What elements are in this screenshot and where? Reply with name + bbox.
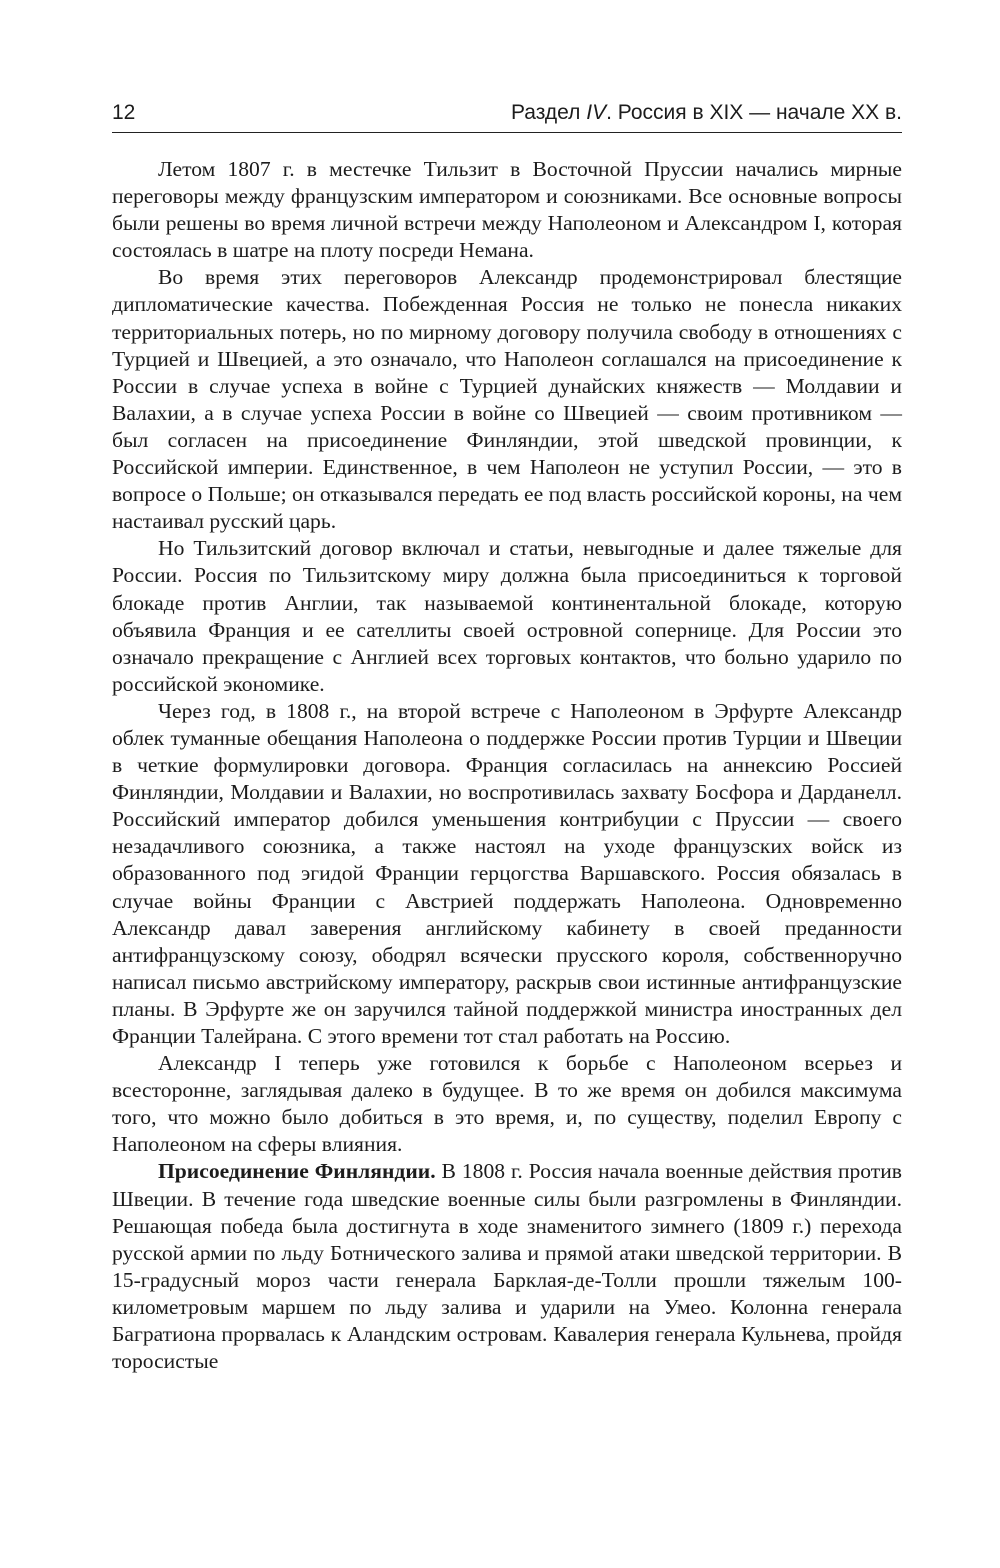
paragraph-1: Летом 1807 г. в местечке Тильзит в Восточной Пруссии начались мирные переговоры между французским императором и союзниками. Все основные вопросы были решены во время личной встречи между Наполеоном и Александром I, которая состоялась в шатре на плоту посреди Немана. (112, 157, 902, 263)
page-header (112, 98, 902, 128)
running-head-part-1: Раздел (510, 101, 587, 124)
paragraph-3: Но Тильзитский договор включал и статьи, невыгодные и далее тяжелые для России. Россия по Тильзитскому миру должна была присоединиться к торговой блокаде против Англии, так называемой континентальной блокаде, которую объявила Франция и ее сателлиты своей островной сопернице. Для России это означало прекращение с Англией всех торговых контактов, что больно ударило по российской экономике. (112, 536, 902, 696)
running-head-part-2: . Россия в XIX — начале XX в. (606, 101, 902, 124)
section-text: В 1808 г. Россия начала военные действия против Швеции. В течение года шведские военные силы были разгромлены в Финляндии. Решающая победа была достигнута в ходе знаменитого зимнего (1809 г.) перехода русской армии по льду Ботнического залива и прямой атаки шведской территории. В 15-градусный мороз части генерала Барклая-де-Толли прошли тяжелым 100-километровым маршем по льду залива и ударили на Умео. Колонна генерала Багратиона прорвалась к Аландским островам. Кавалерия генерала Кульнева, пройдя торосистые (112, 1159, 903, 1374)
paragraph-4: Через год, в 1808 г., на второй встрече с Наполеоном в Эрфурте Александр облек туманные обещания Наполеона о поддержке России против Турции и Швеции в четкие формулировки договора. Франция согласилась на аннексию Россией Финляндии, Молдавии и Валахии, но воспротивилась захвату Босфора и Дарданелл. Российский император добился уменьшения контрибуции с Пруссии — своего незадачливого союзника, а также настоял на уходе французских войск из образованного под эгидой Франции герцогства Варшавского. Россия обязалась в случае войны Франции с Австрией поддержать Наполеона. Одновременно Александр давал заверения английскому кабинету в своей преданности антифранцузскому союзу, ободрял всячески прусского короля, собственноручно написал письмо австрийскому императору, раскрыв свои истинные антифранцузские планы. В Эрфурте же он заручился тайной поддержкой министра иностранных дел Франции Талейрана. С этого времени тот стал работать на Россию. (112, 698, 902, 1048)
header-rule (112, 132, 902, 133)
section-heading: Присоединение Финляндии. (158, 1159, 436, 1184)
paragraph-2: Во время этих переговоров Александр продемонстрировал блестящие дипломатические качества. Побежденная Россия не только не понесла никаких территориальных потерь, но по мирному договору получила свободу в отношениях с Турцией и Швецией, а это означало, что Наполеон соглашался на присоединение к России в случае успеха в войне с Турцией дунайских княжеств — Молдавии и Валахии, а в случае успеха России в войне со Швецией — своим противником — был согласен на присоединение Финляндии, этой шведской провинции, к Российской империи. Единственное, в чем Наполеон не уступил России, — это в вопросе о Польше; он отказывался передать ее под власть российской короны, на чем настаивал русский царь. (112, 265, 902, 534)
paragraph-6 (112, 1158, 902, 1375)
page-number: 12 (112, 101, 136, 124)
running-head-roman-numeral: IV (586, 101, 607, 124)
running-head (511, 98, 902, 128)
body-text (112, 156, 902, 1375)
paragraph-5: Александр I теперь уже готовился к борьбе с Наполеоном всерьез и всесторонне, заглядывая далеко в будущее. В то же время он добился максимума того, что можно было добиться в это время, и, по существу, поделил Европу с Наполеоном на сферы влияния. (112, 1051, 902, 1157)
